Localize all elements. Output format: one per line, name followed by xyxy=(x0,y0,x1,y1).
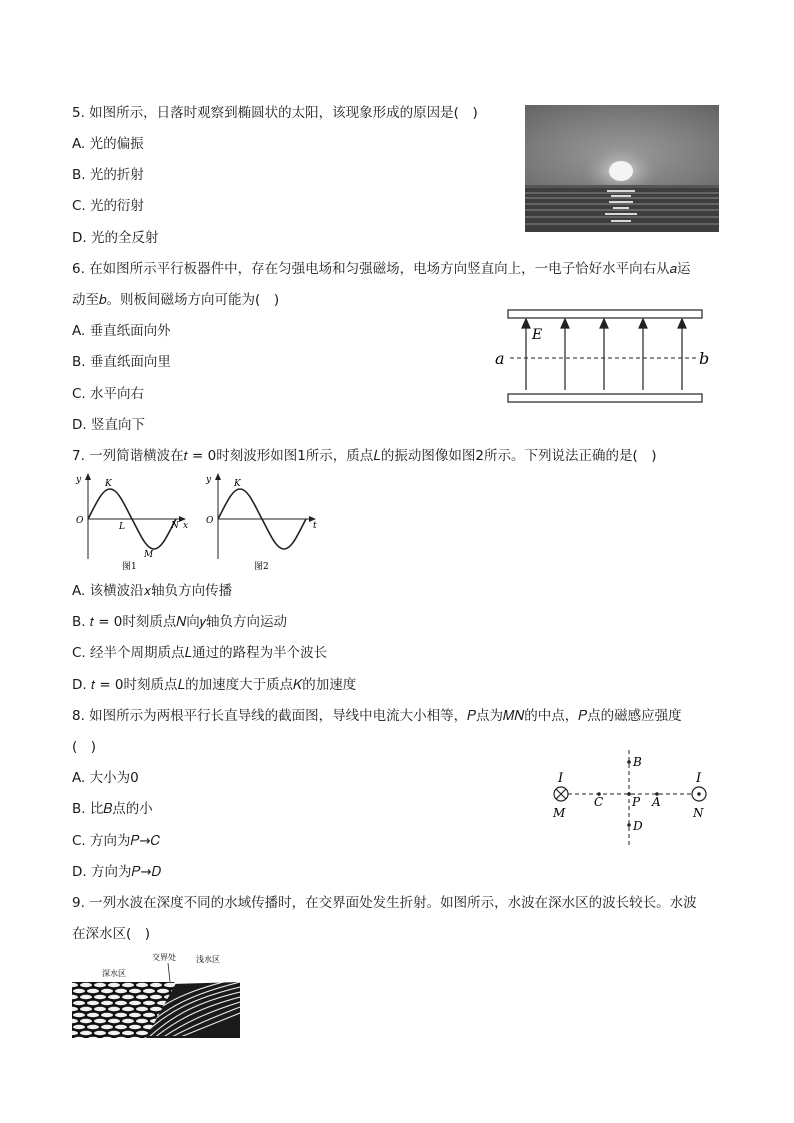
question-6-stem-line-1: 6. 在如图所示平行板器件中，存在匀强电场和匀强磁场，电场方向竖直向上，一电子恰好水平向右从𝑎运 xyxy=(72,261,691,277)
a-label: A xyxy=(652,795,661,809)
top-plate xyxy=(508,310,702,318)
parallel-plates-diagram xyxy=(492,306,712,406)
q5-option-c[interactable]: C. 光的衍射 xyxy=(72,198,145,214)
q8-option-c[interactable]: C. 方向为𝑃→𝐶 xyxy=(72,833,161,849)
fig1-k-label: K xyxy=(105,479,112,489)
interface-label: 交界处 xyxy=(152,953,176,962)
deep-water-label: 深水区 xyxy=(102,969,126,978)
point-b xyxy=(627,760,631,764)
q8-option-d[interactable]: D. 方向为𝑃→𝐷 xyxy=(72,864,162,880)
n-label: N xyxy=(693,806,704,820)
shallow-water-label: 浅水区 xyxy=(196,955,220,964)
question-6-stem-line-2: 动至𝑏。则板间磁场方向可能为( ) xyxy=(72,292,280,308)
fig1-caption: 图1 xyxy=(122,562,137,572)
q6-option-d[interactable]: D. 竖直向下 xyxy=(72,417,145,433)
q8-option-a[interactable]: A. 大小为0 xyxy=(72,770,139,786)
wire-cross-section-diagram xyxy=(548,748,724,848)
q7-option-a[interactable]: A. 该横波沿𝑥轴负方向传播 xyxy=(72,583,233,599)
q5-option-d[interactable]: D. 光的全反射 xyxy=(72,230,159,246)
current-i-left: I xyxy=(558,771,564,786)
q6-option-b[interactable]: B. 垂直纸面向里 xyxy=(72,354,171,370)
fig2-caption: 图2 xyxy=(254,562,269,572)
fig2-k-label: K xyxy=(234,479,241,489)
fig1-m-label: M xyxy=(144,550,154,560)
b-label: b xyxy=(699,349,710,368)
q7-option-b[interactable]: B. 𝑡 = 0时刻质点𝑁向𝑦轴负方向运动 xyxy=(72,614,288,630)
figure-1-waveform xyxy=(75,473,188,572)
q7-option-c[interactable]: C. 经半个周期质点𝐿通过的路程为半个波长 xyxy=(72,645,328,661)
q5-option-b[interactable]: B. 光的折射 xyxy=(72,167,144,183)
fig1-l-label: L xyxy=(119,522,125,532)
wire-m-into-page xyxy=(554,787,568,801)
question-7-stem: 7. 一列简谐横波在𝑡 = 0时刻波形如图1所示，质点𝐿的振动图像如图2所示。下列说法正确的是( ) xyxy=(72,448,657,464)
wave-figures xyxy=(72,471,334,575)
c-label: C xyxy=(594,795,604,809)
fig1-n-label: N xyxy=(171,521,179,531)
sunset-photo xyxy=(525,105,719,232)
fig1-x-label: x xyxy=(183,521,189,531)
fig2-o-label: O xyxy=(206,516,214,526)
question-5-stem: 5. 如图所示，日落时观察到椭圆状的太阳，该现象形成的原因是( ) xyxy=(72,105,478,121)
wire-n-out-of-page xyxy=(692,787,706,801)
q6-option-a[interactable]: A. 垂直纸面向外 xyxy=(72,323,171,339)
question-8-stem-line-1: 8. 如图所示为两根平行长直导线的截面图，导线中电流大小相等，𝑃点为𝑀𝑁的中点，𝑃点的磁感应强度 xyxy=(72,708,682,724)
p-label: P xyxy=(632,795,641,809)
q5-option-a[interactable]: A. 光的偏振 xyxy=(72,136,144,152)
figure-2-vibration-graph xyxy=(205,473,317,572)
q8-option-b[interactable]: B. 比𝐵点的小 xyxy=(72,801,153,817)
q6-option-c[interactable]: C. 水平向右 xyxy=(72,386,145,402)
d-label: D xyxy=(633,819,643,833)
fig1-y-label: y xyxy=(76,475,82,485)
q7-option-d[interactable]: D. 𝑡 = 0时刻质点𝐿的加速度大于质点𝐾的加速度 xyxy=(72,677,357,693)
current-i-right: I xyxy=(696,771,702,786)
b-label: B xyxy=(633,755,642,769)
fig1-o-label: O xyxy=(76,516,84,526)
fig2-t-label: t xyxy=(313,521,317,531)
question-9-stem-line-2: 在深水区( ) xyxy=(72,926,151,942)
water-wave-refraction-figure xyxy=(72,952,240,1038)
bottom-plate xyxy=(508,394,702,402)
e-label: E xyxy=(532,327,543,343)
question-8-stem-line-2: ( ) xyxy=(72,739,97,755)
m-label: M xyxy=(553,806,566,820)
question-9-stem-line-1: 9. 一列水波在深度不同的水域传播时，在交界面处发生折射。如图所示，水波在深水区的波长较长。水波 xyxy=(72,895,697,911)
a-label: a xyxy=(495,349,505,368)
fig2-y-label: y xyxy=(206,475,212,485)
point-d xyxy=(627,823,631,827)
point-p xyxy=(627,792,631,796)
